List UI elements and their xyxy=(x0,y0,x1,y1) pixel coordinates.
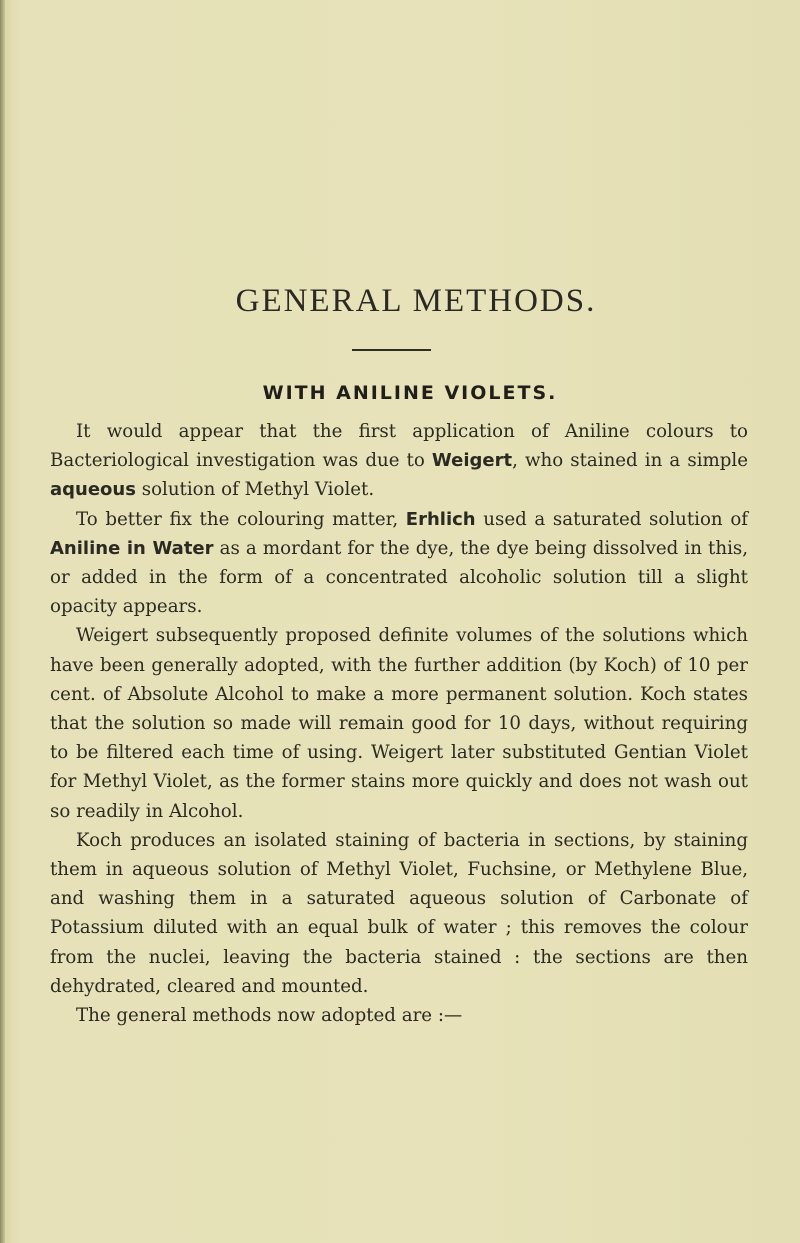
paragraph-1 xyxy=(50,417,748,505)
page-spine-edge xyxy=(0,0,5,1243)
bold-term-aqueous: aqueous xyxy=(50,479,136,501)
text-segment: Koch produces an isolated staining of bacteria in sections, by staining them in aqueous solution of Methyl Violet, Fuchsine, or Methylene Blue, and washing them in a saturated aqueous solution of Carbonate of Potassium diluted with an equal bulk of water ; this removes the colour from the nuclei, leaving the bacteria stained : the sections are then dehydrated, cleared and mounted. xyxy=(50,829,748,997)
paragraph-3 xyxy=(50,621,748,825)
bold-term-aniline-in-water: Aniline in Water xyxy=(50,537,214,559)
bold-term-erhlich: Erhlich xyxy=(405,508,476,530)
text-segment: To better fix the colouring matter, xyxy=(76,508,406,530)
text-segment: The general methods now adopted are :— xyxy=(76,1005,463,1027)
paragraph-4 xyxy=(50,826,748,1001)
title-rule-divider xyxy=(352,349,431,351)
section-subtitle: WITH ANILINE VIOLETS. xyxy=(262,382,558,404)
text-segment: used a saturated solution of xyxy=(475,508,748,530)
bold-term-weigert: Weigert xyxy=(431,450,513,472)
chapter-title: GENERAL METHODS. xyxy=(235,283,597,319)
body-text xyxy=(50,417,748,1030)
text-segment: Weigert subsequently proposed definite volumes of the solutions which have been generally adopted, with the further addition (by Koch) of 10 per cent. of Absolute Alcohol to make a more permanent solution. Koch states that the solution so made will remain good for 10 days, without requiring to be filtered each time of using. Weigert later substituted Gentian Violet for Methyl Violet, as the former stains more quickly and does not wash out so readily in Alcohol. xyxy=(50,625,748,822)
text-segment: solution of Methyl Violet. xyxy=(135,479,375,501)
paragraph-5 xyxy=(50,1001,748,1030)
paragraph-2 xyxy=(50,505,748,622)
text-segment: It would appear that the first application of Aniline colours to Bacteriological investigation was due to xyxy=(50,421,748,472)
text-segment: , who stained in a simple xyxy=(512,450,748,472)
text-segment: as a mordant for the dye, the dye being dissolved in this, or added in the form of a concentrated alcoholic solution till a slight opacity appears. xyxy=(50,537,748,618)
